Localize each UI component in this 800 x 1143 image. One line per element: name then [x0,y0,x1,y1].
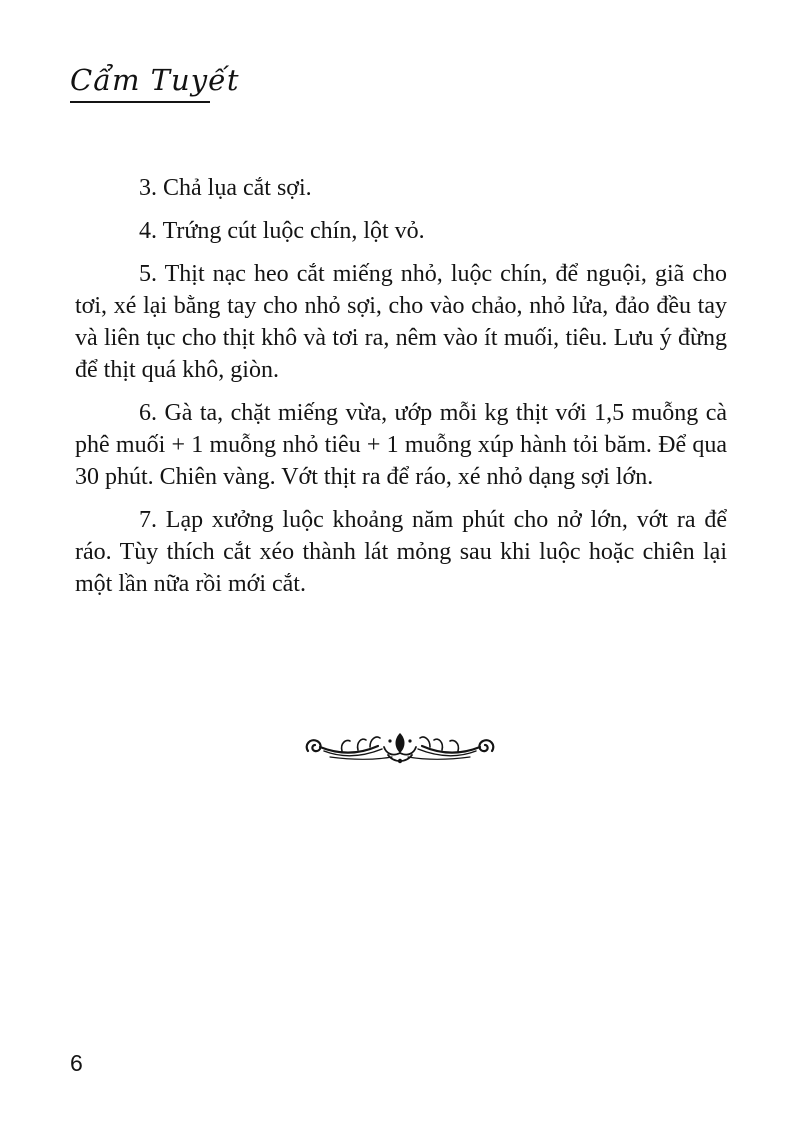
paragraph-step-6: 6. Gà ta, chặt miếng vừa, ướp mỗi kg thịt với 1,5 muỗng cà phê muối + 1 muỗng nhỏ tiêu + 1 muỗng xúp hành tỏi băm. Để qua 30 phút. Chiên vàng. Vớt thịt ra để ráo, xé nhỏ dạng sợi lớn. [75,400,727,490]
decorative-flourish-icon [300,723,500,773]
header-rule [70,101,210,103]
page-number: 6 [70,1050,83,1076]
paragraph-step-7: 7. Lạp xưởng luộc khoảng năm phút cho nở lớn, vớt ra để ráo. Tùy thích cắt xéo thành lát mỏng sau khi luộc hoặc chiên lại một lần nữa rồi mới cắt. [75,507,727,597]
running-title: Cẩm Tuyết [70,63,240,97]
paragraph-step-4: 4. Trứng cút luộc chín, lột vỏ. [139,218,425,244]
paragraph-step-3: 3. Chả lụa cắt sợi. [139,175,312,201]
paragraph-step-5: 5. Thịt nạc heo cắt miếng nhỏ, luộc chín, để nguội, giã cho tơi, xé lại bằng tay cho nhỏ sợi, cho vào chảo, nhỏ lửa, đảo đều tay và liên tục cho thịt khô và tơi ra, nêm vào ít muối, tiêu. Lưu ý đừng để thịt quá khô, giòn. [75,261,727,383]
body-text [75,172,727,611]
